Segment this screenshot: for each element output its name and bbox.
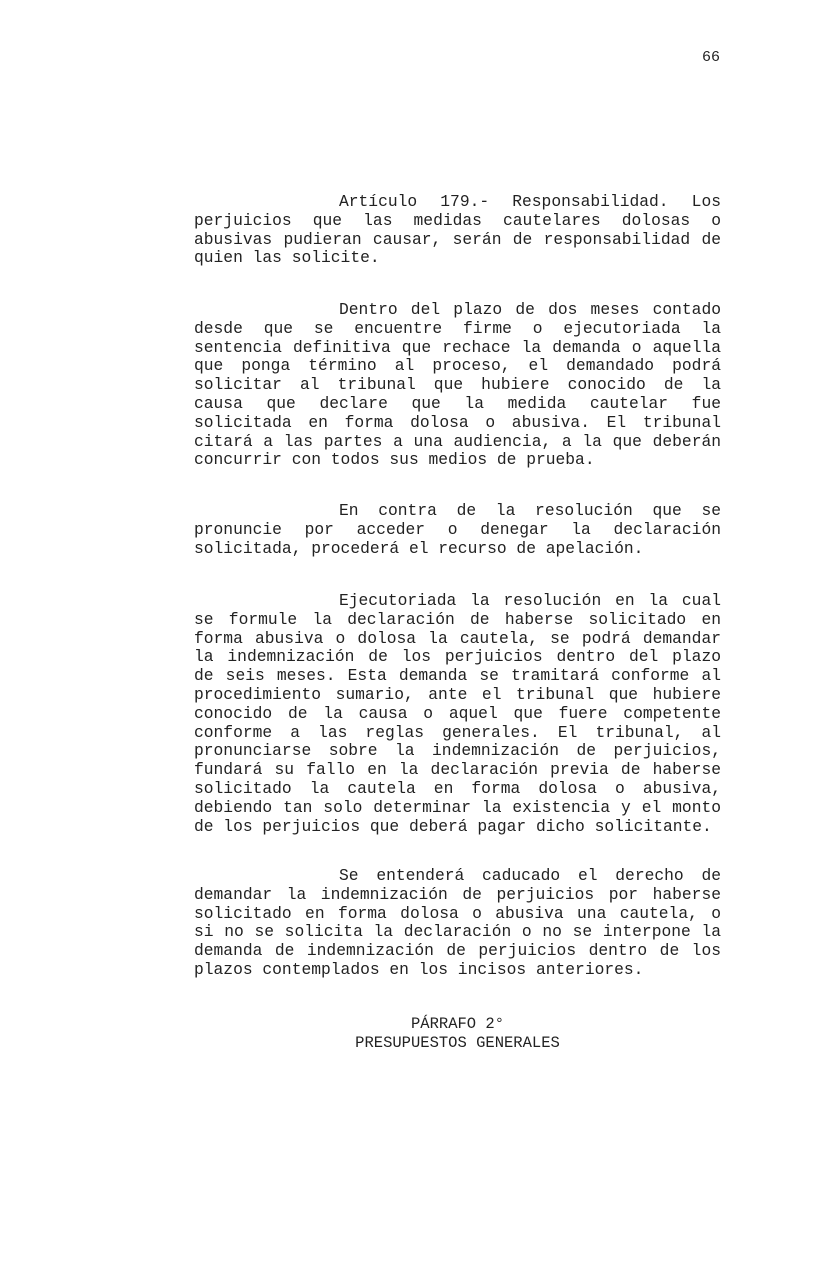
heading-paragraph-number: PÁRRAFO 2° xyxy=(410,1015,504,1033)
text-line: de seis meses. Esta demanda se tramitará conforme al xyxy=(194,666,721,686)
paragraph-1 xyxy=(194,193,721,268)
paragraph-3 xyxy=(194,502,721,558)
text-line: la indemnización de los perjuicios dentro del plazo xyxy=(194,647,721,667)
text-line: plazos contemplados en los incisos anteriores. xyxy=(194,959,644,979)
text-line: si no se solicita la declaración o no se interpone la xyxy=(194,922,721,942)
text-line: Se entenderá caducado el derecho de xyxy=(339,866,721,885)
text-line: solicitado la cautela en forma dolosa o abusiva, xyxy=(194,778,721,798)
text-line: concurrir con todos sus medios de prueba. xyxy=(194,450,595,470)
text-line: En contra de la resolución que se xyxy=(339,501,721,520)
text-line: que ponga término al proceso, el demandado podrá xyxy=(194,356,721,376)
text-line: conforme a las reglas generales. El tribunal, al xyxy=(194,722,721,742)
text-line: desde que se encuentre firme o ejecutoriada la xyxy=(194,318,721,338)
text-line: solicitada en forma dolosa o abusiva. El tribunal xyxy=(194,412,721,432)
text-line: Ejecutoriada la resolución en la cual xyxy=(339,591,721,610)
text-line: sentencia definitiva que rechace la demanda o aquella xyxy=(194,337,721,357)
text-line: forma abusiva o dolosa la cautela, se podrá demandar xyxy=(194,628,721,648)
text-line: solicitada, procederá el recurso de apelación. xyxy=(194,538,644,558)
text-line: citará a las partes a una audiencia, a la que deberán xyxy=(194,431,721,451)
page-number: 66 xyxy=(701,49,720,66)
text-line: debiendo tan solo determinar la existencia y el monto xyxy=(194,797,721,817)
text-line: se formule la declaración de haberse solicitado en xyxy=(194,609,721,629)
paragraph-4 xyxy=(194,592,721,836)
text-line: solicitar al tribunal que hubiere conocido de la xyxy=(194,375,721,395)
text-line: de los perjuicios que deberá pagar dicho solicitante. xyxy=(194,816,712,836)
text-line: causa que declare que la medida cautelar fue xyxy=(194,393,721,413)
text-line: pronuncie por acceder o denegar la declaración xyxy=(194,519,721,539)
text-line: Dentro del plazo de dos meses contado xyxy=(339,300,721,319)
text-line: procedimiento sumario, ante el tribunal que hubiere xyxy=(194,684,721,704)
text-line: Artículo 179.- Responsabilidad. Los xyxy=(339,192,721,211)
text-line: demandar la indemnización de perjuicios por haberse xyxy=(194,884,721,904)
text-line: pronunciarse sobre la indemnización de perjuicios, xyxy=(194,741,721,761)
heading-title: PRESUPUESTOS GENERALES xyxy=(355,1034,560,1052)
text-line: fundará su fallo en la declaración previa de haberse xyxy=(194,760,721,780)
text-line: perjuicios que las medidas cautelares dolosas o xyxy=(194,210,721,230)
text-line: abusivas pudieran causar, serán de responsabilidad de xyxy=(194,229,721,249)
paragraph-2 xyxy=(194,301,721,470)
text-line: quien las solicite. xyxy=(194,248,380,268)
text-line: solicitado en forma dolosa o abusiva una cautela, o xyxy=(194,903,721,923)
text-line: demanda de indemnización de perjuicios dentro de los xyxy=(194,941,721,961)
text-line: conocido de la causa o aquel que fuere competente xyxy=(194,703,721,723)
paragraph-5 xyxy=(194,867,721,980)
section-heading xyxy=(194,1015,721,1053)
